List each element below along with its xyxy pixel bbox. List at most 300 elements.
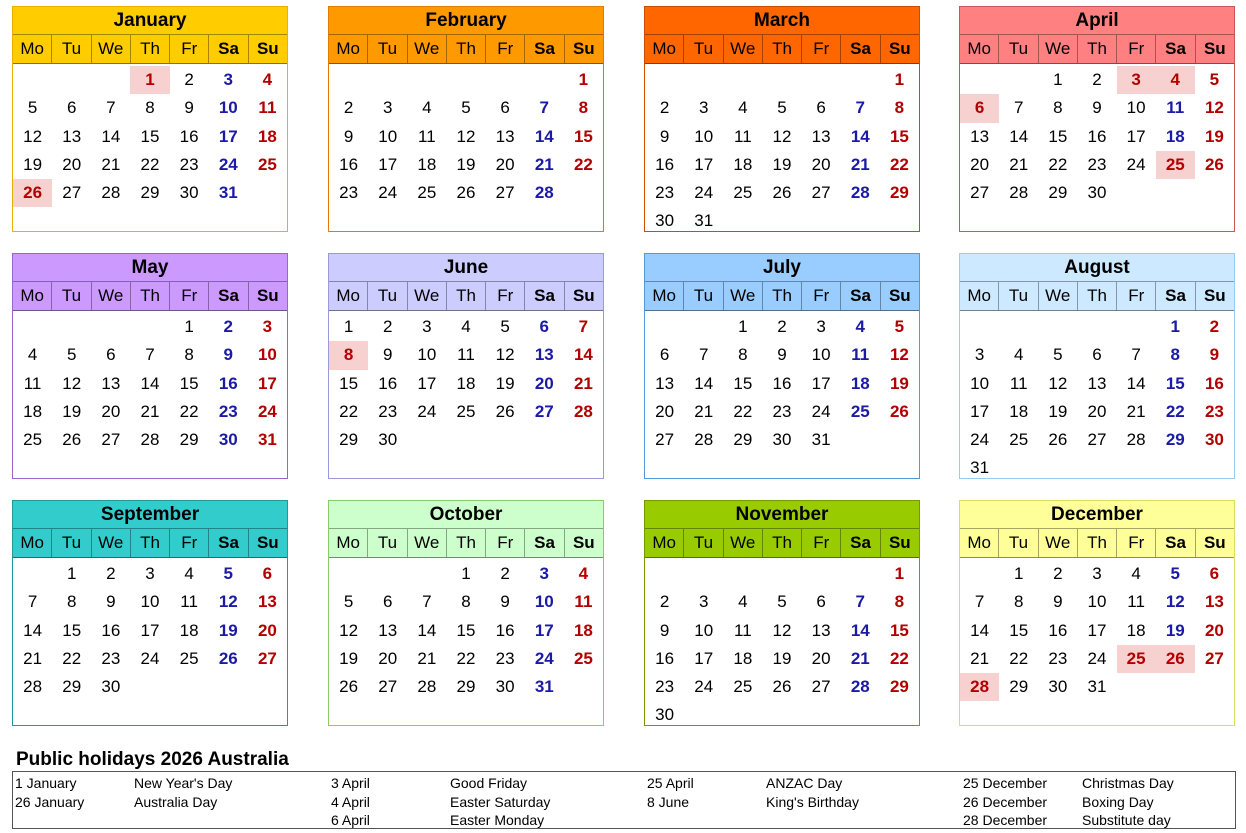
week-row	[13, 398, 287, 426]
day-cell: 15	[1165, 373, 1185, 393]
day-cell: 9	[659, 126, 670, 146]
empty-cell	[645, 66, 684, 94]
day-cell: 12	[889, 345, 909, 365]
day-cell: 8	[184, 345, 194, 365]
empty-cell	[762, 207, 801, 235]
day-cell: 12	[339, 620, 359, 640]
week-row	[645, 398, 919, 426]
weekday-label: Tu	[368, 529, 407, 557]
day-cell: 6	[816, 98, 826, 118]
day-cell: 28	[1126, 430, 1146, 450]
empty-cell	[1195, 673, 1234, 701]
day-cell: 20	[101, 401, 121, 421]
day-cell: 5	[777, 98, 787, 118]
day-cell: 5	[66, 345, 77, 365]
day-cell: 29	[889, 183, 909, 203]
holiday-date: 4 April	[331, 793, 370, 810]
day-cell: 18	[456, 373, 476, 393]
day-cell: 10	[257, 345, 277, 365]
day-cell: 5	[777, 592, 787, 612]
day-cell: 15	[573, 126, 593, 146]
day-grid	[960, 64, 1234, 207]
weekday-label: Th	[763, 35, 802, 63]
holiday-date: 1 January	[15, 775, 77, 791]
week-row	[13, 645, 287, 673]
weekday-label: Th	[447, 529, 486, 557]
empty-cell	[684, 701, 723, 729]
weekday-label: Mo	[329, 35, 368, 63]
empty-cell	[645, 560, 684, 588]
empty-cell	[525, 426, 564, 454]
weekday-label: Su	[1203, 286, 1226, 305]
day-cell: 24	[1126, 154, 1146, 174]
day-cell: 24	[1087, 648, 1107, 668]
day-cell: 24	[218, 154, 238, 174]
holiday-day-cell: 4	[1156, 66, 1195, 94]
day-cell: 16	[495, 620, 515, 640]
day-cell: 8	[894, 592, 905, 612]
day-cell: 22	[140, 154, 160, 174]
weekday-label: Fr	[1117, 35, 1156, 63]
weekday-label: Mo	[13, 529, 52, 557]
day-cell: 24	[534, 648, 554, 668]
empty-cell	[1038, 313, 1077, 341]
weekday-label: We	[1039, 282, 1078, 310]
empty-cell	[684, 560, 723, 588]
day-cell: 15	[1009, 620, 1029, 640]
month-title: October	[329, 501, 603, 529]
day-cell: 28	[23, 677, 43, 697]
week-row	[645, 673, 919, 701]
day-cell: 11	[23, 373, 42, 393]
day-cell: 6	[500, 98, 510, 118]
empty-cell	[1117, 673, 1156, 701]
empty-cell	[999, 66, 1038, 94]
day-cell: 18	[573, 620, 593, 640]
day-cell: 20	[257, 620, 277, 640]
week-row	[960, 123, 1234, 151]
day-cell: 17	[694, 154, 714, 174]
weekday-label: Su	[888, 533, 911, 552]
day-cell: 13	[378, 620, 398, 640]
day-cell: 11	[457, 345, 475, 365]
empty-cell	[762, 701, 801, 729]
day-cell: 4	[578, 564, 589, 583]
weekday-label: Mo	[329, 282, 368, 310]
weekday-label: Fr	[1117, 282, 1156, 310]
day-cell: 2	[659, 98, 670, 118]
empty-cell	[802, 207, 841, 235]
day-cell: 2	[1092, 70, 1102, 89]
holiday-date: 8 June	[647, 793, 690, 810]
empty-cell	[645, 313, 684, 341]
empty-cell	[368, 66, 407, 94]
week-row	[329, 179, 603, 207]
day-cell: 30	[179, 183, 199, 203]
day-cell: 21	[101, 154, 121, 174]
day-cell: 19	[495, 373, 515, 393]
day-cell: 14	[417, 620, 437, 640]
day-cell: 15	[456, 620, 476, 640]
day-cell: 9	[659, 620, 670, 640]
weekday-label: Th	[1078, 282, 1117, 310]
empty-cell	[841, 560, 880, 588]
empty-cell	[486, 426, 525, 454]
day-cell: 2	[184, 70, 194, 89]
day-cell: 2	[1053, 564, 1063, 583]
day-cell: 26	[772, 677, 792, 697]
day-cell: 19	[1165, 620, 1185, 640]
day-cell: 30	[495, 677, 515, 697]
weekday-header	[960, 35, 1234, 64]
weekday-label: Tu	[999, 35, 1038, 63]
day-cell: 7	[1013, 98, 1024, 118]
day-cell: 9	[500, 592, 510, 612]
week-row	[13, 617, 287, 645]
day-cell: 7	[27, 592, 38, 612]
week-row	[329, 673, 603, 701]
week-row	[645, 207, 919, 235]
empty-cell	[802, 701, 841, 729]
holiday-date-column	[331, 774, 370, 829]
day-cell: 25	[417, 183, 437, 203]
day-cell: 13	[1204, 592, 1224, 612]
holiday-name: Substitute day	[1082, 812, 1171, 829]
week-row	[960, 341, 1234, 369]
day-cell: 28	[417, 677, 437, 697]
day-cell: 20	[655, 401, 675, 421]
day-cell: 12	[1048, 373, 1068, 393]
day-cell: 20	[378, 648, 398, 668]
day-cell: 10	[140, 592, 160, 612]
week-row	[13, 123, 287, 151]
holiday-date-column	[647, 774, 694, 811]
day-cell: 30	[1087, 183, 1107, 203]
weekday-label: Su	[572, 39, 595, 58]
week-row	[13, 560, 287, 588]
holiday-name: Good Friday	[450, 775, 528, 791]
day-cell: 26	[495, 401, 515, 421]
month-october	[328, 500, 604, 726]
day-cell: 2	[343, 98, 354, 118]
day-cell: 22	[339, 401, 359, 421]
day-cell: 19	[218, 620, 238, 640]
day-cell: 3	[145, 564, 155, 583]
day-cell: 29	[1165, 430, 1185, 450]
empty-cell	[960, 560, 999, 588]
holiday-date: 26 December	[963, 793, 1048, 810]
holiday-day-cell: 25	[1156, 151, 1195, 179]
day-cell: 7	[578, 317, 589, 336]
day-cell: 16	[218, 373, 238, 393]
weekday-label: Fr	[170, 35, 209, 63]
day-cell: 7	[422, 592, 432, 612]
week-row	[960, 673, 1234, 701]
week-row	[13, 179, 287, 207]
day-cell: 10	[694, 126, 714, 146]
empty-cell	[13, 66, 52, 94]
empty-cell	[248, 179, 287, 207]
day-cell: 10	[1087, 592, 1107, 612]
empty-cell	[407, 66, 446, 94]
holiday-date: 6 April	[331, 812, 370, 829]
empty-cell	[1195, 179, 1234, 207]
day-cell: 25	[179, 648, 199, 668]
empty-cell	[802, 560, 841, 588]
holidays-table	[12, 771, 1236, 829]
weekday-label: Tu	[368, 282, 407, 310]
day-cell: 23	[1048, 648, 1068, 668]
day-cell: 11	[574, 592, 593, 612]
weekday-label: Mo	[960, 35, 999, 63]
empty-cell	[960, 66, 999, 94]
day-cell: 22	[573, 154, 593, 174]
day-cell: 12	[1204, 98, 1224, 118]
week-row	[329, 313, 603, 341]
day-cell: 15	[179, 373, 199, 393]
day-grid	[329, 311, 603, 454]
day-cell: 11	[1009, 373, 1028, 393]
day-cell: 8	[66, 592, 77, 612]
empty-cell	[684, 66, 723, 94]
day-cell: 10	[970, 373, 990, 393]
day-cell: 27	[495, 183, 515, 203]
day-cell: 5	[343, 592, 354, 612]
day-cell: 28	[850, 677, 870, 697]
weekday-header	[645, 282, 919, 311]
day-cell: 14	[850, 620, 870, 640]
day-cell: 4	[27, 345, 38, 365]
week-row	[960, 588, 1234, 616]
day-cell: 11	[180, 592, 198, 612]
day-cell: 14	[101, 126, 121, 146]
empty-cell	[999, 313, 1038, 341]
day-cell: 14	[970, 620, 990, 640]
day-cell: 10	[378, 126, 398, 146]
day-cell: 21	[694, 401, 714, 421]
empty-cell	[564, 426, 603, 454]
month-august	[959, 253, 1235, 479]
day-cell: 27	[655, 430, 675, 450]
day-cell: 3	[223, 70, 233, 89]
holiday-name: Australia Day	[134, 793, 218, 810]
day-cell: 26	[772, 183, 792, 203]
day-cell: 5	[1170, 564, 1180, 583]
day-cell: 19	[339, 648, 359, 668]
day-grid	[329, 64, 603, 207]
week-row	[13, 370, 287, 398]
weekday-label: Th	[1078, 35, 1117, 63]
weekday-label: Tu	[999, 282, 1038, 310]
weekday-label: Fr	[486, 282, 525, 310]
day-cell: 29	[1048, 183, 1068, 203]
empty-cell	[723, 701, 762, 729]
holiday-name: Easter Saturday	[450, 793, 551, 810]
day-cell: 15	[339, 373, 359, 393]
weekday-label: Mo	[645, 35, 684, 63]
day-cell: 29	[733, 430, 753, 450]
month-may	[12, 253, 288, 479]
day-cell: 14	[140, 373, 160, 393]
holidays-title: Public holidays 2026 Australia	[16, 749, 289, 770]
day-cell: 18	[850, 373, 870, 393]
weekday-label: Sa	[209, 282, 248, 310]
holiday-name: Christmas Day	[1082, 775, 1174, 791]
day-cell: 9	[106, 592, 116, 612]
day-cell: 1	[894, 564, 905, 583]
day-cell: 29	[339, 430, 359, 450]
day-cell: 23	[495, 648, 515, 668]
month-title: February	[329, 7, 603, 35]
empty-cell	[723, 207, 762, 235]
day-cell: 11	[734, 620, 752, 640]
week-row	[960, 370, 1234, 398]
week-row	[960, 313, 1234, 341]
week-row	[645, 560, 919, 588]
holiday-name: ANZAC Day	[766, 775, 843, 791]
day-cell: 9	[343, 126, 354, 146]
day-cell: 16	[772, 373, 792, 393]
day-cell: 25	[456, 401, 476, 421]
weekday-label: Fr	[486, 35, 525, 63]
weekday-label: Fr	[802, 282, 841, 310]
empty-cell	[525, 66, 564, 94]
day-cell: 4	[184, 564, 194, 583]
weekday-label: We	[1039, 529, 1078, 557]
week-row	[645, 426, 919, 454]
month-title: April	[960, 7, 1234, 35]
day-cell: 19	[62, 401, 82, 421]
day-cell: 23	[378, 401, 398, 421]
day-cell: 3	[974, 345, 985, 365]
day-cell: 13	[811, 620, 831, 640]
day-cell: 15	[1048, 126, 1068, 146]
week-row	[329, 398, 603, 426]
day-cell: 27	[811, 677, 831, 697]
day-cell: 18	[23, 401, 43, 421]
day-cell: 31	[534, 677, 554, 697]
month-title: March	[645, 7, 919, 35]
day-cell: 8	[461, 592, 471, 612]
day-cell: 17	[970, 401, 990, 421]
weekday-label: Tu	[684, 529, 723, 557]
weekday-label: Fr	[170, 529, 209, 557]
day-cell: 24	[257, 401, 277, 421]
day-cell: 2	[223, 317, 233, 336]
weekday-header	[645, 35, 919, 64]
day-cell: 28	[140, 430, 160, 450]
month-july	[644, 253, 920, 479]
empty-cell	[13, 560, 52, 588]
day-cell: 5	[27, 98, 38, 118]
day-cell: 30	[378, 430, 398, 450]
day-cell: 23	[339, 183, 359, 203]
day-cell: 11	[1127, 592, 1145, 612]
day-cell: 1	[738, 317, 748, 336]
empty-cell	[368, 560, 407, 588]
day-cell: 1	[66, 564, 77, 583]
day-cell: 16	[1048, 620, 1068, 640]
day-cell: 17	[378, 154, 398, 174]
holiday-date: 25 December	[963, 775, 1048, 791]
empty-cell	[841, 701, 880, 729]
empty-cell	[960, 313, 999, 341]
day-cell: 14	[573, 345, 593, 365]
week-row	[13, 66, 287, 94]
week-row	[645, 179, 919, 207]
week-row	[960, 645, 1234, 673]
empty-cell	[1156, 179, 1195, 207]
day-cell: 13	[257, 592, 277, 612]
month-february	[328, 6, 604, 232]
day-cell: 17	[811, 373, 831, 393]
week-row	[13, 588, 287, 616]
weekday-label: Su	[256, 533, 279, 552]
weekday-label: Th	[763, 529, 802, 557]
day-cell: 24	[970, 430, 990, 450]
day-cell: 11	[734, 126, 752, 146]
holiday-name: King's Birthday	[766, 793, 859, 810]
day-cell: 3	[698, 98, 709, 118]
day-cell: 30	[101, 677, 121, 697]
day-cell: 30	[772, 430, 792, 450]
day-cell: 30	[655, 211, 675, 231]
day-cell: 11	[1166, 98, 1185, 118]
holiday-day-cell: 26	[13, 179, 52, 207]
day-cell: 8	[1013, 592, 1024, 612]
day-cell: 26	[339, 677, 359, 697]
day-cell: 17	[257, 373, 277, 393]
weekday-header	[13, 529, 287, 558]
day-cell: 13	[1087, 373, 1107, 393]
day-cell: 10	[1126, 98, 1146, 118]
day-cell: 5	[223, 564, 233, 583]
day-cell: 28	[1009, 183, 1029, 203]
day-cell: 23	[655, 183, 675, 203]
week-row	[329, 560, 603, 588]
day-cell: 22	[62, 648, 82, 668]
weekday-label: Sa	[209, 35, 248, 63]
week-row	[645, 617, 919, 645]
weekday-label: Tu	[684, 282, 723, 310]
day-cell: 6	[382, 592, 393, 612]
day-cell: 14	[534, 126, 554, 146]
day-cell: 21	[534, 154, 554, 174]
day-cell: 8	[1053, 98, 1063, 118]
day-cell: 12	[23, 126, 43, 146]
day-cell: 4	[262, 70, 273, 89]
day-cell: 3	[382, 98, 393, 118]
day-cell: 23	[655, 677, 675, 697]
day-cell: 12	[1165, 592, 1185, 612]
weekday-header	[645, 529, 919, 558]
weekday-label: We	[1039, 35, 1078, 63]
day-grid	[645, 311, 919, 454]
day-cell: 10	[694, 620, 714, 640]
day-cell: 18	[733, 648, 753, 668]
day-cell: 4	[738, 98, 748, 118]
weekday-label: Su	[256, 39, 279, 58]
empty-cell	[446, 66, 485, 94]
week-row	[329, 617, 603, 645]
day-cell: 22	[889, 648, 909, 668]
day-cell: 9	[1092, 98, 1102, 118]
weekday-label: Mo	[960, 529, 999, 557]
holiday-date-column	[15, 774, 84, 811]
day-cell: 19	[1204, 126, 1224, 146]
day-cell: 20	[1087, 401, 1107, 421]
day-cell: 10	[218, 98, 238, 118]
